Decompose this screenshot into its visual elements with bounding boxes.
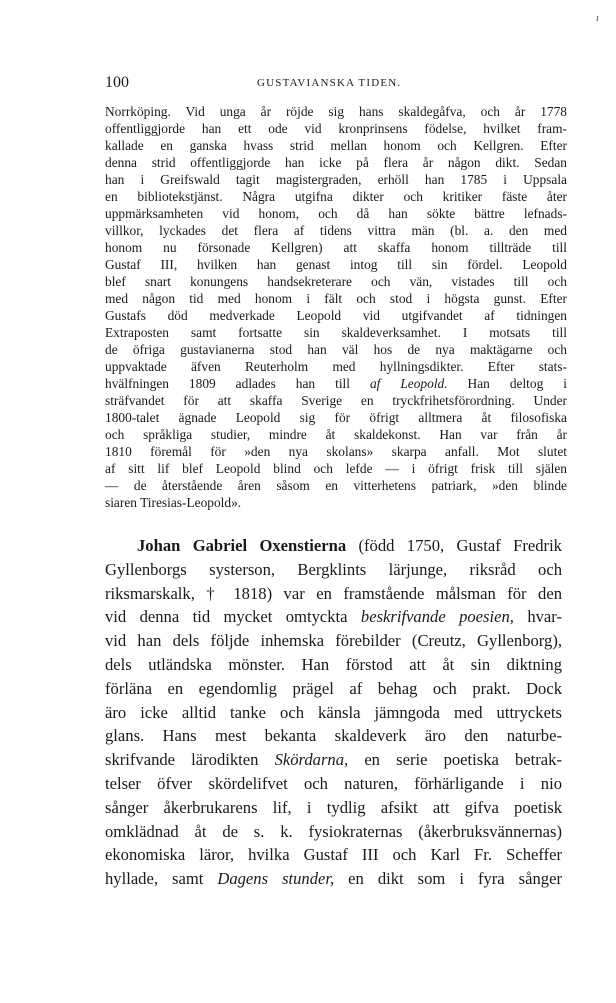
text-segment: (född 1750, Gustaf Fredrik — [346, 536, 562, 555]
text-line: Gustafs död medverkade Leopold vid utgifvandet af tidningen — [105, 308, 567, 323]
text-line: Norrköping. Vid unga år röjde sig hans skaldegåfva, och år 1778 — [105, 104, 567, 119]
italic-name: af Leopold. — [369, 376, 448, 391]
text-segment: hyllade, samt — [105, 869, 218, 889]
text-line: förläna en egendomlig prägel af behag och prakt. Dock — [105, 678, 562, 698]
text-line: han i Greifswald tagit magistergraden, erhöll han 1785 i Uppsala — [105, 172, 567, 187]
italic-title: Dagens stunder, — [217, 869, 335, 889]
text-line: — de återstående åren såsom en vitterhetens patriark, »den blinde — [105, 478, 567, 493]
running-title: GUSTAVIANSKA TIDEN. — [257, 77, 402, 89]
text-line: glans. Hans mest bekanta skaldeverk äro den naturbe- — [105, 726, 562, 746]
text-line: telser öfver skördelifvet och naturen, förhärligande i nio — [105, 773, 562, 793]
text-line: de öfriga gustavianerna stod han väl hos de nya maktägarne och — [105, 342, 567, 357]
text-line: riksmarskalk, † 1818) var en framstående målsman för den — [105, 583, 562, 603]
text-line: siaren Tiresias-Leopold». — [105, 495, 242, 510]
text-line — [105, 748, 562, 772]
text-line: sånger åkerbrukarens lif, i tydlig afsikt att gifva poetisk — [105, 797, 562, 817]
text-line: villkor, lyckades det flera af tidens vittra män (bl. a. den med — [105, 223, 567, 238]
corner-mark: ı — [596, 12, 600, 24]
text-segment: hvälfningen 1809 adlades han till — [105, 376, 370, 391]
text-segment: vid denna tid mycket omtyckta — [105, 607, 361, 627]
text-line — [105, 375, 567, 392]
italic-title: Skördarna, — [274, 750, 349, 770]
text-segment: hvar- — [513, 607, 562, 627]
text-segment: skrifvande lärodikten — [105, 750, 275, 770]
text-line — [105, 534, 562, 558]
text-line: Gyllenborgs systerson, Bergklints lärjunge, riksråd och — [105, 559, 562, 579]
text-line: 1800-talet ägnade Leopold sig för öfrigt alltmera åt filosofiska — [105, 410, 567, 425]
text-line: och språkliga studier, mindre åt skaldekonst. Han var från år — [105, 427, 567, 442]
page-number: 100 — [105, 74, 129, 91]
text-line — [105, 867, 562, 891]
text-line: Gustaf III, hvilken han genast intog till sin fördel. Leopold — [105, 257, 567, 272]
text-line: dels utländska mönster. Han förstod att åt sin diktning — [105, 654, 562, 674]
text-segment: en dikt som i fyra sånger — [334, 869, 562, 889]
text-line: denna strid offentliggjorde han icke på flera år någon dikt. Sedan — [105, 155, 567, 170]
text-segment: Han deltog i — [447, 376, 567, 391]
italic-term: beskrifvande poesien, — [360, 607, 514, 627]
text-line: blef snart konungens handsekreterare och vän, vistades till och — [105, 274, 567, 289]
text-line: omklädnad åt de s. k. fysiokraternas (åkerbruksvännernas) — [105, 821, 562, 841]
text-line: af sitt lif blef Leopold blind och lefde — i öfrigt frisk till själen — [105, 461, 567, 476]
text-line: honom nu försonade Kellgren) att skaffa honom tillträde till — [105, 240, 567, 255]
text-line: äro icke alltid tanke och känsla jämngoda med uttryckets — [105, 702, 562, 722]
text-line: offentliggjorde han ett ode vid kronprinsens födelse, hvilket fram- — [105, 121, 567, 136]
text-line: med någon tid med honom i fält och stod i högsta gunst. Efter — [105, 291, 567, 306]
paragraph-leopold — [105, 103, 567, 511]
text-line: en bibliotekstjänst. Några utgifna dikter och kritiker fäste åter — [105, 189, 567, 204]
text-line: vid han dels följde inhemska förebilder (Creutz, Gyllenborg), — [105, 631, 562, 651]
text-line: uppvaktade äfven Reuterholm med hyllningsdikter. Efter stats- — [105, 359, 567, 374]
text-line — [105, 605, 562, 629]
text-segment: en serie poetiska betrak- — [348, 750, 562, 770]
text-line: sträfvandet för att skaffa Sverige en tryckfrihetsförordning. Under — [105, 393, 567, 408]
text-line: kallade en ganska hvass strid mellan honom och Kellgren. Efter — [105, 138, 567, 153]
person-name: Johan Gabriel Oxenstierna — [137, 536, 347, 555]
page-header — [105, 74, 567, 94]
text-line: Extraposten samt fortsatte sin skaldeverksamhet. I motsats till — [105, 325, 567, 340]
paragraph-oxenstierna — [105, 534, 562, 891]
text-line: uppmärksamheten vid honom, och då han sökte bättre lefnads- — [105, 206, 567, 221]
text-line: ekonomiska läror, hvilka Gustaf III och Karl Fr. Scheffer — [105, 845, 562, 865]
text-line: 1810 föremål för »den nya skolans» skarpa anfall. Mot slutet — [105, 444, 567, 459]
